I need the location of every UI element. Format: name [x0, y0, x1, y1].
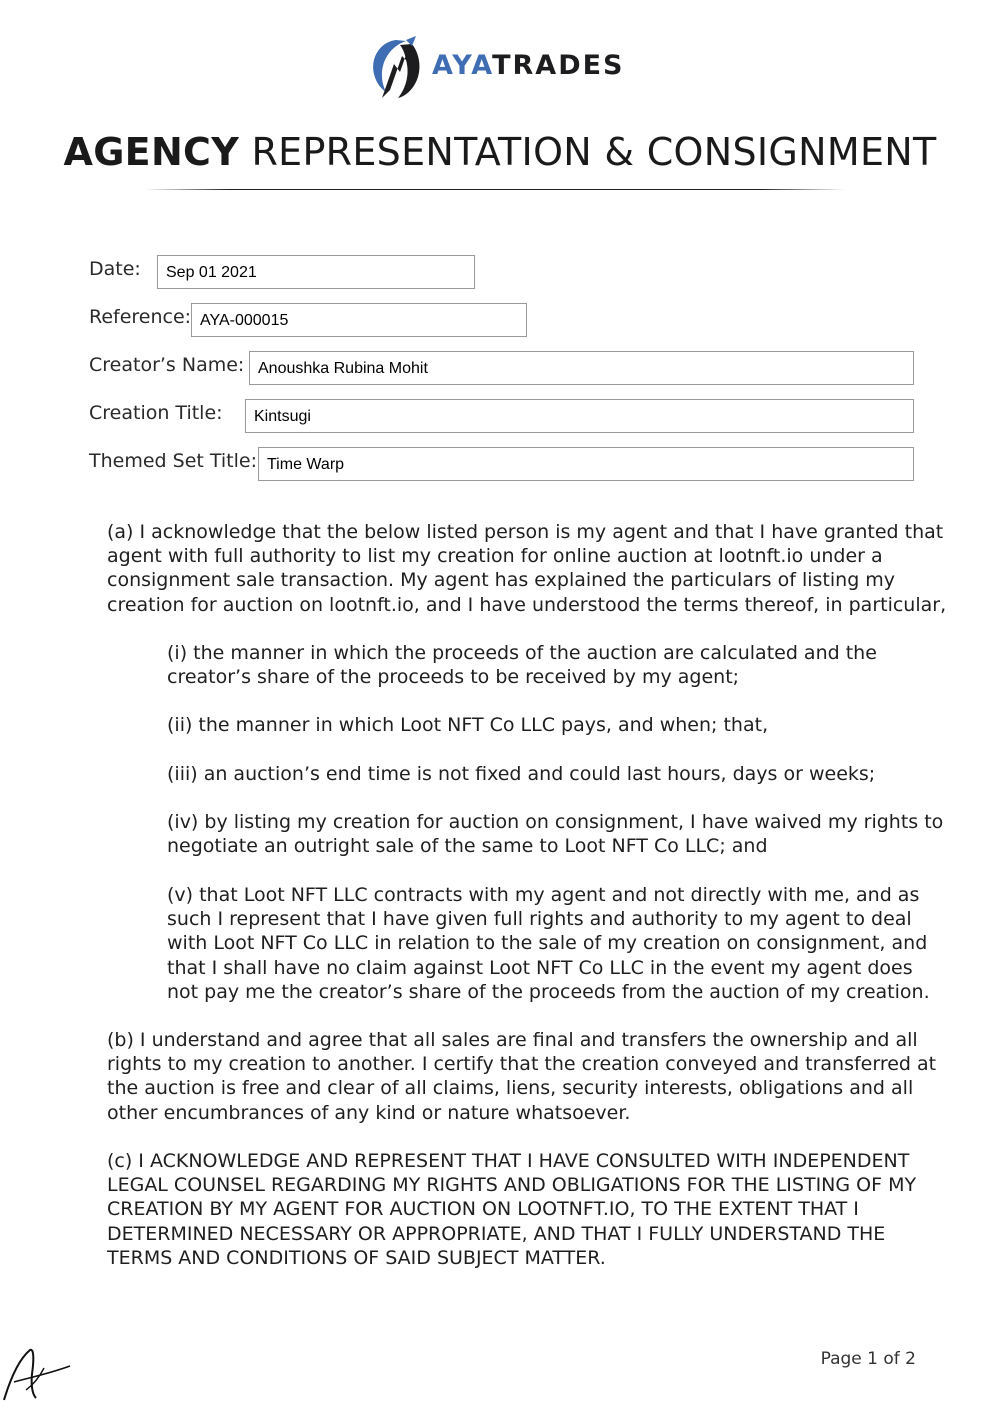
title-divider	[145, 189, 845, 190]
clause-a: (a) I acknowledge that the below listed person is my agent and that I have granted that agent with full authority to list my creation for online auction at lootnft.io under a consignment sale transaction. My agent has explained the particulars of listing my creation for auction on lootnft.io, and I have understood the terms thereof, in particular,	[107, 521, 947, 616]
signature-initials-icon	[0, 1340, 80, 1410]
page-number: Page 1 of 2	[820, 1349, 916, 1369]
creator-name-label: Creator’s Name:	[89, 354, 245, 376]
themed-set-title-field[interactable]: Time Warp	[258, 447, 914, 481]
date-field[interactable]: Sep 01 2021	[157, 255, 475, 289]
clause-item-i: (i) the manner in which the proceeds of the auction are calculated and the creator’s share of the proceeds to be received by my agent;	[167, 642, 877, 689]
clause-item-v: (v) that Loot NFT LLC contracts with my agent and not directly with me, and as such I represent that I have given full rights and authority to my agent to deal with Loot NFT Co LLC in relation to the sale of my creation on consignment, and that I shall have no claim against Loot NFT Co LLC in the event my agent does not pay me the creator’s share of the proceeds from the auction of my creation.	[167, 884, 930, 1003]
clause-item-iii: (iii) an auction’s end time is not fixed and could last hours, days or weeks;	[167, 763, 876, 785]
reference-label: Reference:	[89, 306, 192, 328]
date-label: Date:	[89, 258, 141, 280]
creation-title-field[interactable]: Kintsugi	[245, 399, 914, 433]
brand-logo	[368, 34, 638, 102]
document-title-rest: REPRESENTATION & CONSIGNMENT	[239, 130, 937, 174]
document-title	[0, 130, 1000, 174]
brand-name-trades: TRADES	[492, 50, 625, 81]
creation-title-label: Creation Title:	[89, 402, 223, 424]
clause-c: (c) I ACKNOWLEDGE AND REPRESENT THAT I HAVE CONSULTED WITH INDEPENDENT LEGAL COUNSEL REGARDING MY RIGHTS AND OBLIGATIONS FOR THE LISTING OF MY CREATION BY MY AGENT FOR AUCTION ON LOOTNFT.IO, TO THE EXTENT THAT I DETERMINED NECESSARY OR APPROPRIATE, AND THAT I FULLY UNDERSTAND THE TERMS AND CONDITIONS OF SAID SUBJECT MATTER.	[107, 1150, 917, 1269]
reference-field[interactable]: AYA-000015	[191, 303, 527, 337]
creator-name-field[interactable]: Anoushka Rubina Mohit	[249, 351, 914, 385]
clause-b: (b) I understand and agree that all sales are final and transfers the ownership and all rights to my creation to another. I certify that the creation conveyed and transferred at the auction is free and clear of all claims, liens, security interests, obligations and all other encumbrances of any kind or nature whatsoever.	[107, 1029, 937, 1124]
document-title-bold: AGENCY	[63, 130, 240, 174]
themed-set-title-label: Themed Set Title:	[89, 450, 257, 472]
logo-mark-icon	[368, 34, 428, 102]
clause-item-iv: (iv) by listing my creation for auction on consignment, I have waived my rights to negotiate an outright sale of the same to Loot NFT Co LLC; and	[167, 811, 944, 858]
brand-name	[432, 50, 625, 81]
brand-name-aya: AYA	[432, 50, 493, 81]
clause-item-ii: (ii) the manner in which Loot NFT Co LLC pays, and when; that,	[167, 714, 769, 736]
